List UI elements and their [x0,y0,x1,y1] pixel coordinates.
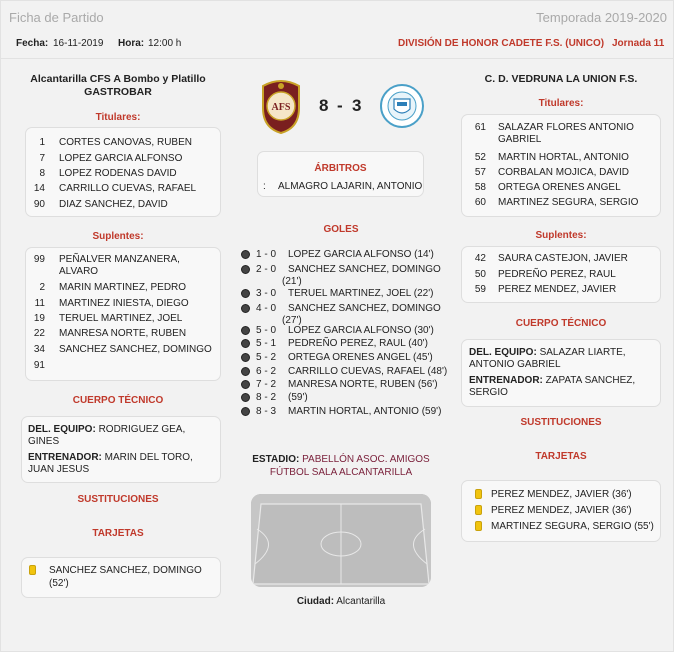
away-starters-heading: Titulares: [538,98,584,109]
away-subs-list [461,246,661,303]
match-date: 16-11-2019 [53,38,104,49]
goal-score: 3 - 0 [256,288,277,299]
away-starters-list [461,114,661,217]
goal-scorer-line2: (27') [282,315,302,326]
home-staff-box [21,416,221,483]
goal-scorer[interactable]: (59') [288,392,308,403]
player-number: 58 [474,182,486,193]
goals-heading: GOLES [323,224,359,235]
player-row[interactable] [26,282,220,296]
staff-name[interactable]: ZAPATA SANCHEZ, [545,375,636,386]
football-icon [241,250,250,259]
time-label: Hora: [118,38,145,49]
goal-score: 8 - 2 [256,392,277,403]
match-info-bar [1,35,674,53]
player-row[interactable] [26,183,220,197]
staff-name[interactable]: MARIN DEL TORO, [104,452,193,463]
goal-score: 5 - 0 [256,325,277,336]
goal-score: 7 - 2 [256,379,277,390]
goal-score: 2 - 0 [256,264,277,275]
goal-row [241,249,434,260]
player-name[interactable]: PEREZ MENDEZ, JAVIER [498,284,617,295]
season-label: Temporada 2019-2020 [536,10,667,25]
home-cards-heading: TARJETAS [92,528,144,539]
goal-score: 5 - 2 [256,352,277,363]
player-number: 1 [39,137,45,148]
football-icon [241,304,250,313]
goal-score: 8 - 3 [256,406,277,417]
player-number: 19 [33,313,45,324]
football-icon [241,289,250,298]
goal-scorer[interactable]: SANCHEZ SANCHEZ, DOMINGO [288,264,441,275]
football-icon [241,353,250,362]
court-image-icon [251,494,431,587]
player-name[interactable]: MARIN MARTINEZ, PEDRO [59,282,187,293]
goal-row [241,325,434,336]
home-starters-list [25,127,221,217]
player-row[interactable] [26,344,220,358]
away-staff-heading: CUERPO TÉCNICO [515,318,607,329]
away-crest-icon [379,83,425,129]
away-cards-heading: TARJETAS [535,451,587,462]
goal-scorer[interactable]: LOPEZ GARCIA ALFONSO (30') [288,325,434,336]
player-row[interactable] [26,153,220,167]
home-score: 8 [319,96,329,115]
yellow-card-icon [475,521,482,531]
football-icon [241,393,250,402]
player-name[interactable]: CORBALAN MOJICA, DAVID [498,167,629,178]
home-starters-heading: Titulares: [95,112,141,123]
home-team-name[interactable]: Alcantarilla CFS A Bombo y Platillo GASTROBAR [30,73,206,98]
goal-scorer[interactable]: MARTIN HORTAL, ANTONIO (59') [288,406,442,417]
player-row[interactable] [462,122,660,145]
goal-row [241,264,441,275]
match-time: 12:00 h [148,38,182,49]
goal-score: 5 - 1 [256,338,277,349]
staff-name-line2[interactable]: SERGIO [469,387,508,398]
staff-row [28,452,213,476]
football-icon [241,407,250,416]
away-score: 3 [352,96,362,115]
staff-role: ENTRENADOR: [28,452,102,463]
goal-score: 1 - 0 [256,249,277,260]
staff-row [469,375,654,399]
venue-block [241,453,441,479]
referee-name: ALMAGRO LAJARIN, ANTONIO [278,181,423,192]
player-row[interactable] [462,253,660,267]
player-number: 60 [474,197,486,208]
player-number: 11 [34,298,45,309]
goal-scorer[interactable]: TERUEL MARTINEZ, JOEL (22') [288,288,434,299]
player-row[interactable] [462,152,660,166]
home-crest-icon [259,78,303,134]
player-row[interactable] [462,167,660,181]
goal-row [241,406,441,417]
away-substitutions-heading: SUSTITUCIONES [520,417,602,428]
football-icon [241,326,250,335]
staff-name[interactable]: RODRIGUEZ GEA, [98,424,186,435]
score-separator: - [337,96,343,115]
player-number: 90 [33,199,45,210]
goal-row [241,303,441,314]
staff-row [469,347,654,371]
player-number: 59 [474,284,486,295]
player-row[interactable] [26,254,220,277]
player-name[interactable]: MARTINEZ INIESTA, DIEGO [59,298,189,309]
player-name[interactable]: PEÑALVER MANZANERA, [59,254,180,265]
player-name[interactable]: MARTIN HORTAL, ANTONIO [498,152,629,163]
player-name[interactable]: SALAZAR FLORES ANTONIO [498,122,634,133]
staff-name-line2[interactable]: JUAN JESUS [28,464,90,475]
home-cards-box [21,557,221,598]
player-name[interactable]: SAURA CASTEJON, JAVIER [498,253,628,264]
player-name-line2[interactable]: ALVARO [59,266,99,277]
player-row[interactable] [26,360,220,374]
player-name[interactable]: PEDREÑO PEREZ, RAUL [498,269,616,280]
player-name[interactable]: LOPEZ RODENAS DAVID [59,168,177,179]
goal-row [241,338,428,349]
goal-row [241,392,308,403]
home-subs-heading: Suplentes: [92,231,144,242]
round-label: Jornada 11 [612,38,665,49]
player-row[interactable] [26,137,220,151]
player-row[interactable] [462,284,660,298]
player-number: 7 [39,153,45,164]
away-team-logo[interactable] [379,83,425,129]
player-number: 8 [39,168,45,179]
player-name[interactable]: TERUEL MARTINEZ, JOEL [59,313,183,324]
player-row[interactable] [26,328,220,342]
goal-scorer[interactable]: ORTEGA ORENES ANGEL (45') [288,352,433,363]
home-team-logo[interactable] [259,78,303,134]
home-subs-list [25,247,221,381]
player-number: 99 [33,254,45,265]
goal-row [241,379,438,390]
city-label: Ciudad: [296,596,335,607]
football-icon [241,265,250,274]
date-label: Fecha: [16,38,49,49]
goal-row [241,352,433,363]
card-player[interactable]: PEREZ MENDEZ, JAVIER (36') [491,489,632,500]
page-title: Ficha de Partido [9,10,104,25]
player-row[interactable] [26,168,220,182]
player-row[interactable] [26,199,220,213]
player-number: 34 [33,344,45,355]
player-name[interactable]: MANRESA NORTE, RUBEN [59,328,187,339]
yellow-card-icon [475,505,482,515]
player-number: 22 [33,328,45,339]
goal-scorer[interactable]: PEDREÑO PEREZ, RAUL (40') [288,338,428,349]
referees-box [257,151,424,197]
goal-score: 6 - 2 [256,366,277,377]
player-number: 2 [39,282,45,293]
player-number: 50 [474,269,486,280]
player-name[interactable]: SANCHEZ SANCHEZ, DOMINGO [59,344,212,355]
card-player[interactable]: MARTINEZ SEGURA, SERGIO (55') [491,521,654,532]
away-subs-heading: Suplentes: [535,230,587,241]
player-row[interactable] [26,298,220,312]
away-staff-box [461,339,661,407]
player-number: 14 [33,183,45,194]
referee-prefix: : [263,181,266,192]
venue-photo [251,494,431,587]
venue-name-line2[interactable]: FÚTBOL SALA ALCANTARILLA [269,467,413,478]
player-number: 57 [474,167,486,178]
player-name-line2[interactable]: GABRIEL [498,134,542,145]
staff-name-line2[interactable]: ANTONIO GABRIEL [469,359,561,370]
home-substitutions-heading: SUSTITUCIONES [77,494,159,505]
goal-scorer-line2: (21') [282,276,302,287]
player-name[interactable]: LOPEZ GARCIA ALFONSO [59,153,183,164]
yellow-card-icon [475,489,482,499]
player-name[interactable]: CORTES CANOVAS, RUBEN [59,137,192,148]
competition-name[interactable]: DIVISIÓN DE HONOR CADETE F.S. (UNICO) [398,38,605,49]
city-name: Alcantarilla [336,596,386,607]
player-row[interactable] [462,182,660,196]
football-icon [241,367,250,376]
player-name[interactable]: MARTINEZ SEGURA, SERGIO [498,197,639,208]
away-team-name[interactable]: C. D. VEDRUNA LA UNION F.S. [484,73,638,85]
player-number: 42 [474,253,486,264]
goal-score: 4 - 0 [256,303,277,314]
player-row[interactable] [26,313,220,327]
staff-row [28,424,213,448]
header [1,1,674,33]
city-row [251,596,431,607]
card-minute: (52') [49,578,69,589]
player-row[interactable] [462,269,660,283]
player-number: 61 [474,122,486,133]
goal-scorer[interactable]: CARRILLO CUEVAS, RAFAEL (48') [288,366,448,377]
player-number: 52 [474,152,486,163]
referees-heading: ÁRBITROS [314,163,367,174]
staff-role: DEL. EQUIPO: [469,347,537,358]
player-row[interactable] [462,197,660,211]
home-logo-text: AFS [271,102,291,113]
player-name[interactable]: ORTEGA ORENES ANGEL [498,182,621,193]
goal-scorer[interactable]: SANCHEZ SANCHEZ, DOMINGO [288,303,441,314]
player-number: 91 [33,360,45,371]
player-name[interactable]: DIAZ SANCHEZ, DAVID [59,199,168,210]
yellow-card-icon [29,565,36,575]
goal-scorer[interactable]: MANRESA NORTE, RUBEN (56') [288,379,438,390]
staff-role: DEL. EQUIPO: [28,424,96,435]
goal-scorer[interactable]: LOPEZ GARCIA ALFONSO (14') [288,249,434,260]
player-name[interactable]: CARRILLO CUEVAS, RAFAEL [59,183,197,194]
staff-name[interactable]: SALAZAR LIARTE, [539,347,626,358]
staff-name-line2[interactable]: GINES [28,436,60,447]
venue-label: ESTADIO: [252,454,300,465]
venue-name[interactable]: PABELLÓN ASOC. AMIGOS [302,454,430,465]
home-staff-heading: CUERPO TÉCNICO [72,395,164,406]
away-cards-box [461,480,661,542]
card-player[interactable]: SANCHEZ SANCHEZ, DOMINGO [49,565,202,576]
staff-role: ENTRENADOR: [469,375,543,386]
divider [1,58,674,59]
card-player[interactable]: PEREZ MENDEZ, JAVIER (36') [491,505,632,516]
goal-row [241,288,433,299]
football-icon [241,380,250,389]
football-icon [241,339,250,348]
goal-row [241,366,447,377]
